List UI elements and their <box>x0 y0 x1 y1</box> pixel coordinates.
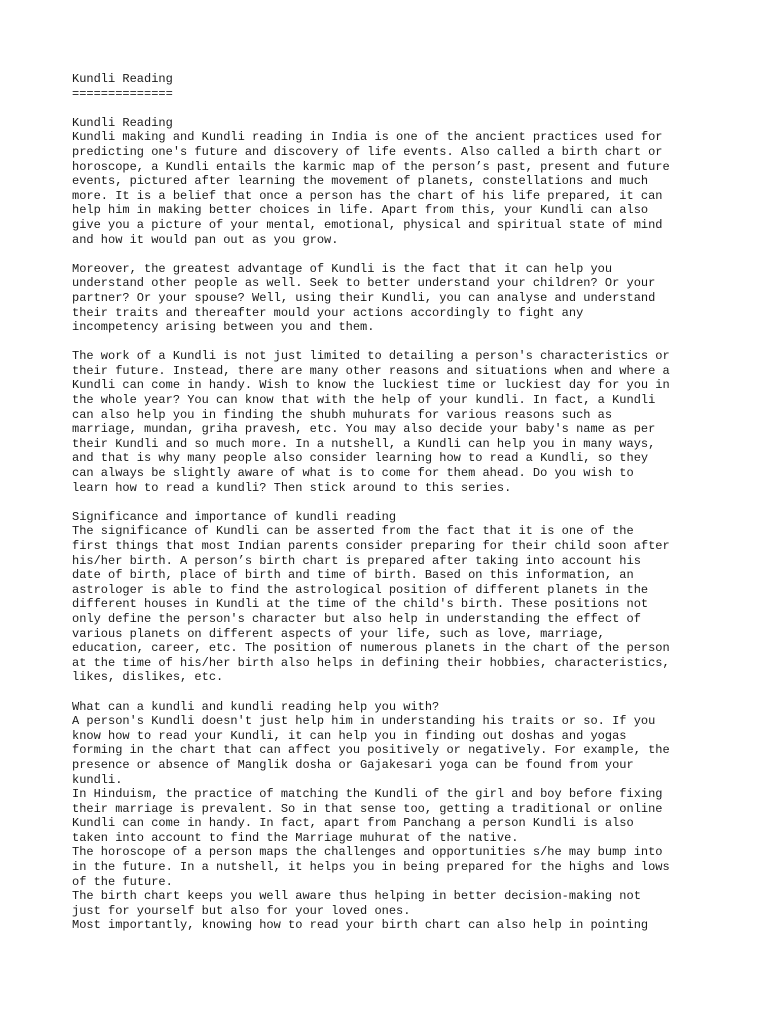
text-line: astrologer is able to find the astrological position of different planets in the <box>72 582 649 597</box>
text-line: The birth chart keeps you well aware thus helping in better decision-making not <box>72 889 641 904</box>
text-line: date of birth, place of birth and time of birth. Based on this information, an <box>72 568 634 583</box>
text-line: and that is why many people also consider learning how to read a Kundli, so they <box>72 451 649 466</box>
spacer <box>72 101 712 116</box>
text-line: just for yourself but also for your loved ones. <box>72 903 411 918</box>
text-line: presence or absence of Manglik dosha or Gajakesari yoga can be found from your <box>72 757 634 772</box>
text-line: The horoscope of a person maps the challenges and opportunities s/he may bump into <box>72 845 663 860</box>
text-line: The significance of Kundli can be asserted from the fact that it is one of the <box>72 524 634 539</box>
text-line: Kundli can come in handy. In fact, apart from Panchang a person Kundli is also <box>72 816 634 831</box>
text-line: of the future. <box>72 874 173 889</box>
text-line: Most importantly, knowing how to read your birth chart can also help in pointing <box>72 918 649 933</box>
spacer <box>72 495 712 510</box>
text-line: The work of a Kundli is not just limited to detailing a person's characteristics or <box>72 349 670 364</box>
text-line: only define the person's character but also help in understanding the effect of <box>72 611 641 626</box>
title-underline: ============== <box>72 86 173 101</box>
spacer <box>72 685 712 700</box>
text-line: marriage, mundan, griha pravesh, etc. You may also decide your baby's name as per <box>72 422 656 437</box>
text-line: learn how to read a kundli? Then stick around to this series. <box>72 480 512 495</box>
paragraph <box>72 714 712 933</box>
document-body <box>72 116 712 933</box>
text-line: partner? Or your spouse? Well, using their Kundli, you can analyse and understand <box>72 290 656 305</box>
text-line: his/her birth. A person’s birth chart is prepared after taking into account his <box>72 553 641 568</box>
text-line: various planets on different aspects of your life, such as love, marriage, <box>72 626 605 641</box>
text-line: taken into account to find the Marriage muhurat of the native. <box>72 830 519 845</box>
text-line: kundli. <box>72 772 123 787</box>
text-line: Kundli making and Kundli reading in India is one of the ancient practices used for <box>72 130 663 145</box>
spacer <box>72 247 712 262</box>
text-line: their marriage is prevalent. So in that sense too, getting a traditional or online <box>72 801 663 816</box>
text-line: events, pictured after learning the movement of planets, constellations and much <box>72 174 649 189</box>
text-line: more. It is a belief that once a person has the chart of his life prepared, it can <box>72 188 663 203</box>
text-line: help him in making better choices in life. Apart from this, your Kundli can also <box>72 203 649 218</box>
text-line: in the future. In a nutshell, it helps you in being prepared for the highs and lows <box>72 860 670 875</box>
text-line: Moreover, the greatest advantage of Kundli is the fact that it can help you <box>72 261 613 276</box>
text-line: A person's Kundli doesn't just help him in understanding his traits or so. If you <box>72 714 656 729</box>
paragraph <box>72 130 712 247</box>
text-line: their traits and thereafter mould your actions accordingly to fight any <box>72 305 584 320</box>
paragraph <box>72 524 712 685</box>
text-line: the whole year? You can know that with the help of your kundli. In fact, a Kundli <box>72 393 656 408</box>
section-heading: Significance and importance of kundli reading <box>72 509 397 524</box>
spacer <box>72 335 712 350</box>
text-line: at the time of his/her birth also helps in defining their hobbies, characteristics, <box>72 655 670 670</box>
paragraph <box>72 262 712 335</box>
text-line: different houses in Kundli at the time of the child's birth. These positions not <box>72 597 649 612</box>
text-line: Kundli can come in handy. Wish to know the luckiest time or luckiest day for you in <box>72 378 670 393</box>
text-line: and how it would pan out as you grow. <box>72 232 339 247</box>
text-line: horoscope, a Kundli entails the karmic map of the person’s past, present and future <box>72 159 670 174</box>
text-line: forming in the chart that can affect you positively or negatively. For example, the <box>72 743 670 758</box>
document-page <box>72 72 712 933</box>
text-line: their Kundli and so much more. In a nutshell, a Kundli can help you in many ways, <box>72 436 656 451</box>
text-line: can always be slightly aware of what is to come for them ahead. Do you wish to <box>72 466 634 481</box>
text-line: first things that most Indian parents consider preparing for their child soon after <box>72 539 670 553</box>
text-line: know how to read your Kundli, it can help you in finding out doshas and yogas <box>72 728 627 743</box>
text-line: In Hinduism, the practice of matching the Kundli of the girl and boy before fixing <box>72 787 663 802</box>
text-line: understand other people as well. Seek to better understand your children? Or your <box>72 276 656 291</box>
section <box>72 510 712 685</box>
section <box>72 116 712 495</box>
section <box>72 700 712 934</box>
text-line: give you a picture of your mental, emotional, physical and spiritual state of mind <box>72 217 663 232</box>
text-line: incompetency arising between you and them. <box>72 320 375 335</box>
paragraph <box>72 349 712 495</box>
text-line: likes, dislikes, etc. <box>72 670 224 685</box>
section-heading: Kundli Reading <box>72 115 173 130</box>
document-title: Kundli Reading <box>72 72 173 86</box>
text-line: their future. Instead, there are many other reasons and situations when and where a <box>72 363 670 378</box>
section-heading: What can a kundli and kundli reading help you with? <box>72 699 440 714</box>
text-line: education, career, etc. The position of numerous planets in the chart of the person <box>72 641 670 656</box>
text-line: predicting one's future and discovery of life events. Also called a birth chart or <box>72 144 663 159</box>
text-line: can also help you in finding the shubh muhurats for various reasons such as <box>72 407 613 422</box>
